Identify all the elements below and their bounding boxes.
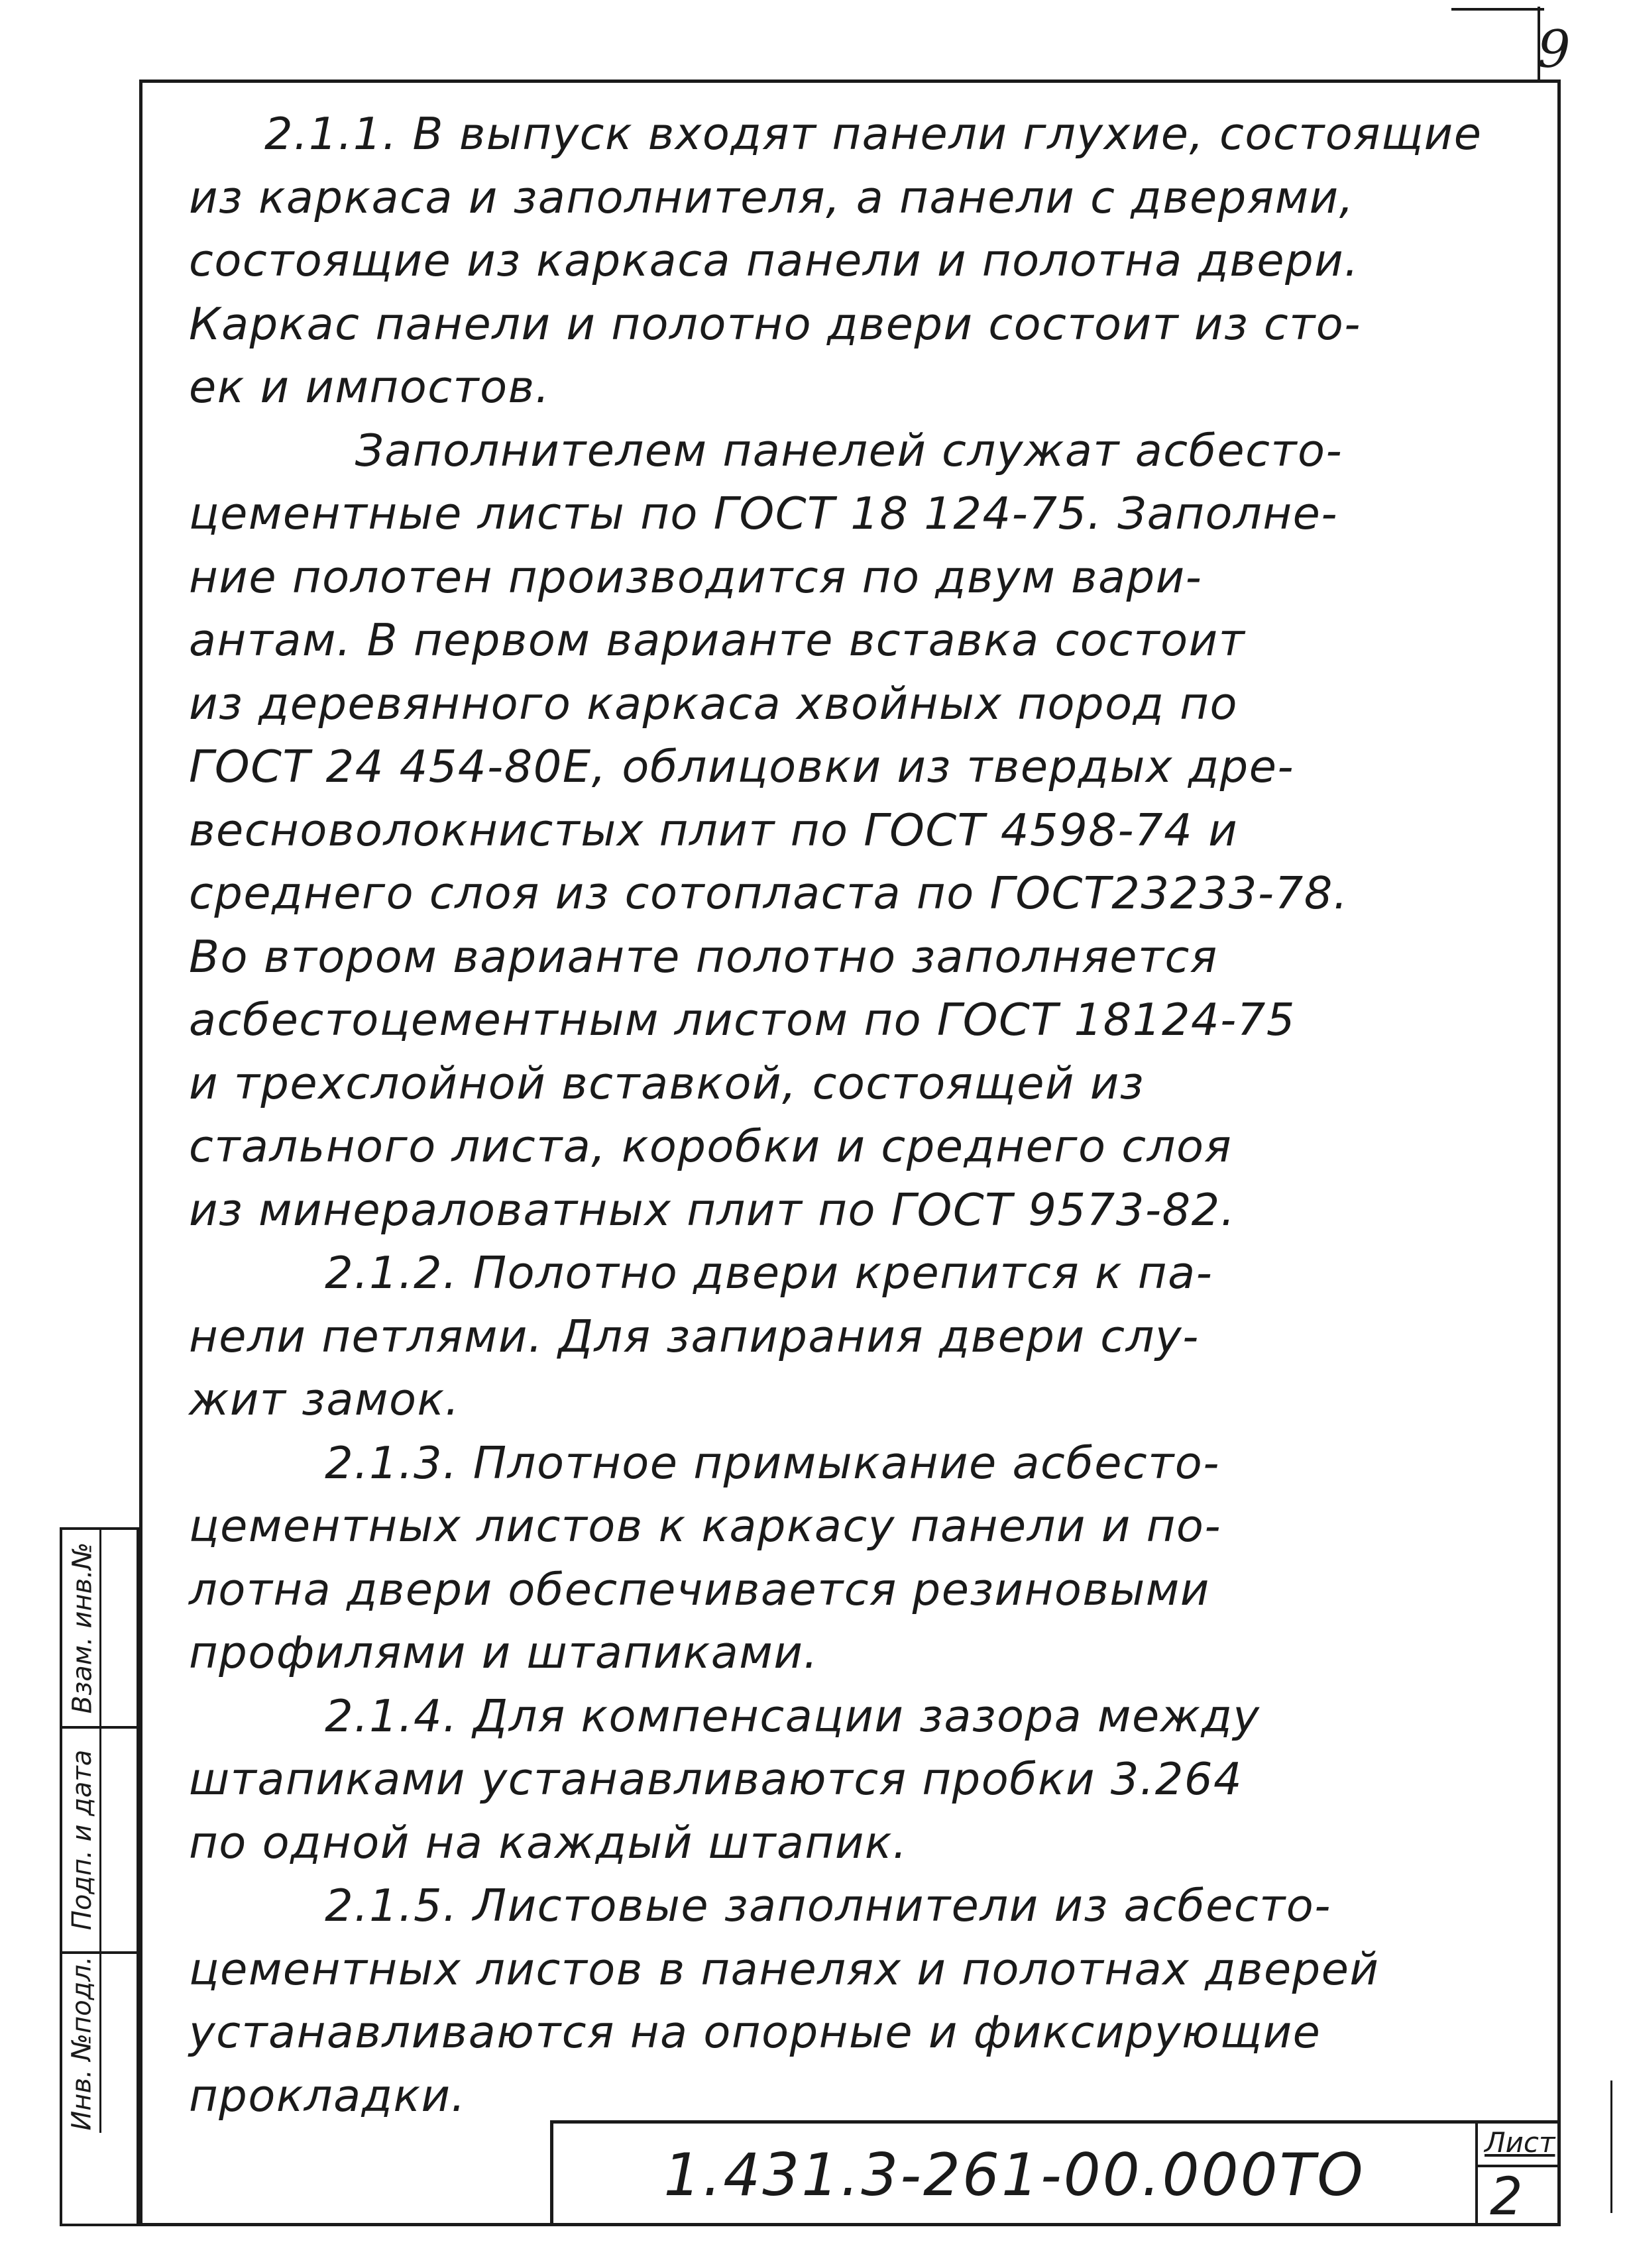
- body-line: антам. В первом варианте вставка состоит: [189, 614, 1246, 666]
- body-line: асбестоцементным листом по ГОСТ 18124-75: [189, 994, 1296, 1046]
- body-line: стального листа, коробки и среднего слоя: [189, 1120, 1233, 1172]
- side-label-signature-date: Подп. и дата: [67, 1749, 98, 1931]
- sheet-label: Лист: [1485, 2126, 1555, 2159]
- body-line: Заполнителем панелей служат асбесто-: [189, 424, 1343, 476]
- body-line: ек и импостов.: [189, 361, 551, 413]
- body-line: состоящие из каркаса панели и полотна двери.: [189, 235, 1359, 286]
- edge-mark: [1610, 2080, 1612, 2213]
- body-line: 2.1.5. Листовые заполнители из асбесто-: [189, 1880, 1331, 1931]
- side-cell-replacement-inventory: [62, 1530, 137, 1729]
- body-line: 2.1.2. Полотно двери крепится к па-: [189, 1247, 1213, 1299]
- page-number: 9: [1538, 20, 1571, 80]
- side-label-replacement-inventory: Взам. инв.№: [67, 1542, 97, 1714]
- body-line: 2.1.3. Плотное примыкание асбесто-: [189, 1436, 1220, 1489]
- body-line: из каркаса и заполнителя, а панели с дверями,: [189, 171, 1355, 223]
- body-line: из минераловатных плит по ГОСТ 9573-82.: [189, 1183, 1236, 1236]
- body-line: цементных листов к каркасу панели и по-: [189, 1500, 1222, 1552]
- body-line: из деревянного каркаса хвойных пород по: [189, 677, 1238, 729]
- body-line: по одной на каждый штапик.: [189, 1816, 908, 1868]
- body-line: 2.1.1. В выпуск входят панели глухие, состоящие: [189, 108, 1483, 160]
- body-line: 2.1.4. Для компенсации зазора между: [189, 1690, 1261, 1742]
- body-line: нели петлями. Для запирания двери слу-: [189, 1310, 1200, 1362]
- body-line: Каркас панели и полотно двери состоит из сто-: [189, 297, 1361, 350]
- body-line: цементные листы по ГОСТ 18 124-75. Заполне-: [189, 488, 1339, 539]
- side-cell-signature-date: [62, 1729, 137, 1954]
- sheet-box: [1478, 2124, 1561, 2226]
- body-line: весноволокнистых плит по ГОСТ 4598-74 и: [189, 804, 1239, 856]
- side-label-original-inventory: Инв. №подл.: [67, 1956, 97, 2131]
- body-line: Во втором варианте полотно заполняется: [189, 930, 1218, 983]
- body-line: ГОСТ 24 454-80Е, облицовки из твердых дре-: [189, 741, 1295, 792]
- top-rule: [1451, 8, 1544, 11]
- body-line: профилями и штапиками.: [189, 1627, 819, 1678]
- body-line: лотна двери обеспечивается резиновыми: [189, 1563, 1210, 1615]
- body-line: прокладки.: [189, 2069, 467, 2122]
- body-line: ние полотен производится по двум вари-: [189, 551, 1203, 603]
- body-line: штапиками устанавливаются пробки 3.264: [189, 1753, 1243, 1805]
- side-cell-original-inventory: [62, 1954, 137, 2133]
- body-line: цементных листов в панелях и полотнах дверей: [189, 1943, 1380, 1995]
- side-stamp: [60, 1527, 139, 2226]
- body-line: устанавливаются на опорные и фиксирующие: [189, 2006, 1321, 2058]
- sheet-number: 2: [1490, 2167, 1523, 2227]
- body-line: жит замок.: [189, 1374, 461, 1425]
- body-line: и трехслойной вставкой, состоящей из: [189, 1057, 1145, 1109]
- document-code: 1.431.3-261-00.000ТО: [553, 2124, 1478, 2226]
- title-block: [550, 2120, 1561, 2226]
- body-text: [189, 103, 1547, 2128]
- body-line: среднего слоя из сотопласта по ГОСТ23233-78.: [189, 867, 1349, 919]
